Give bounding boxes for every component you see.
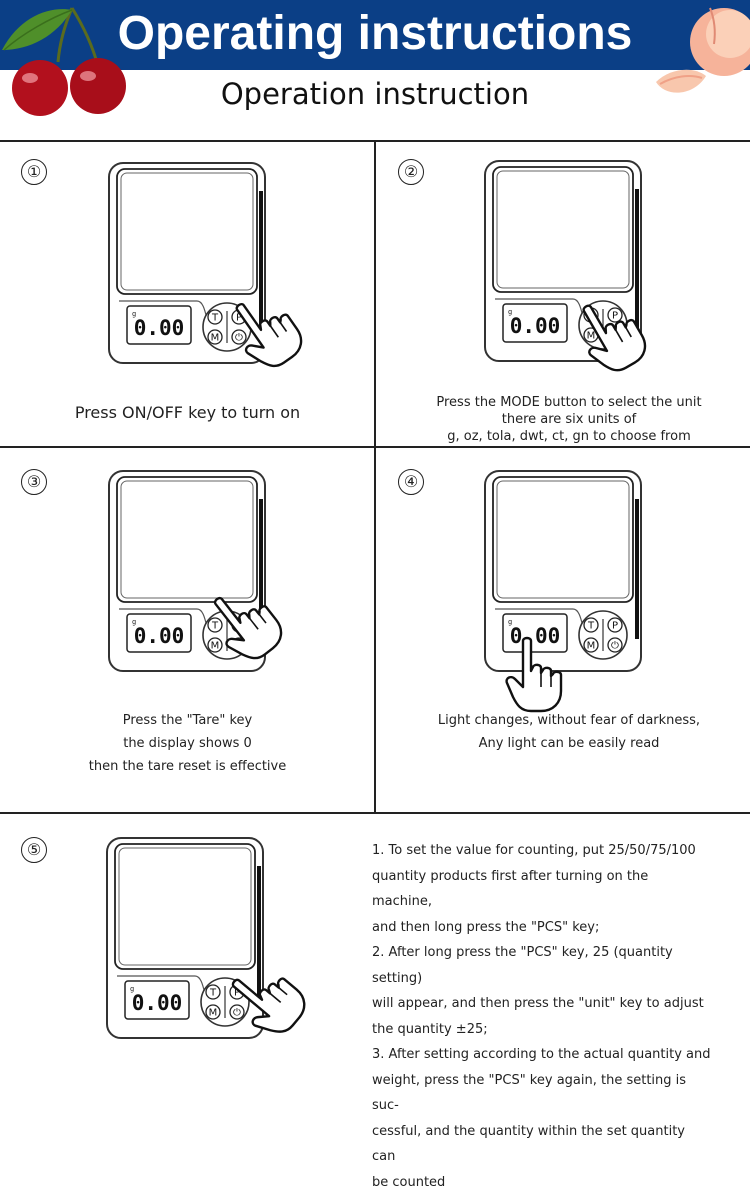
step-4-caption	[400, 709, 738, 755]
scale-diagram-4	[483, 469, 643, 704]
caption-line: Any light can be easily read	[400, 732, 738, 755]
lcd-unit: g	[130, 985, 134, 993]
scale-diagram-5	[105, 836, 305, 1036]
caption-line: there are six units of	[400, 411, 738, 428]
instruction-line: quantity products first after turning on the machine,	[372, 864, 712, 915]
mode-button-label: M	[587, 641, 596, 652]
lcd-unit: g	[132, 618, 136, 626]
instruction-line: the quantity ±25;	[372, 1017, 712, 1043]
step-number-3: ③	[21, 469, 47, 495]
lcd-unit: g	[132, 310, 136, 318]
caption-line: Press ON/OFF key to turn on	[40, 403, 335, 423]
lcd-reading: 0.00	[510, 314, 561, 338]
mode-button-label: M	[211, 641, 220, 652]
pcs-button-label: P	[612, 621, 618, 632]
caption-line: g, oz, tola, dwt, ct, gn to choose from	[400, 428, 738, 445]
scale-diagram-3	[107, 469, 279, 669]
lcd-reading: 0.00	[134, 624, 185, 648]
caption-line: the display shows 0	[40, 732, 335, 755]
step-number-4: ④	[398, 469, 424, 495]
mode-button-label: M	[211, 333, 220, 344]
scale-diagram-1	[107, 161, 297, 386]
grid-divider-vertical	[374, 140, 376, 814]
instruction-line: weight, press the "PCS" key again, the setting is suc-	[372, 1068, 712, 1119]
instruction-line: be counted	[372, 1170, 712, 1195]
pcs-button-label: P	[234, 988, 240, 999]
step-number-5: ⑤	[21, 837, 47, 863]
pcs-button-label: P	[236, 313, 242, 324]
caption-line: Press the MODE button to select the unit	[400, 394, 738, 411]
page-title: Operating instructions	[0, 0, 750, 68]
step-3-caption	[40, 709, 335, 778]
page-subtitle: Operation instruction	[0, 74, 750, 114]
scale-diagram-2	[483, 159, 643, 384]
lcd-unit: g	[508, 308, 512, 316]
weighing-platform	[493, 477, 633, 602]
tare-button-label: T	[211, 621, 219, 632]
step-2-caption	[400, 394, 738, 445]
power-button-label: ⏻	[611, 641, 619, 652]
tare-button-label: T	[209, 988, 217, 999]
instruction-line: 1. To set the value for counting, put 25/50/75/100	[372, 838, 712, 864]
weighing-platform	[115, 844, 255, 969]
instruction-line: and then long press the "PCS" key;	[372, 915, 712, 941]
caption-line: Press the "Tare" key	[40, 709, 335, 732]
instruction-line: 2. After long press the "PCS" key, 25 (quantity setting)	[372, 940, 712, 991]
cherry-illustration	[0, 4, 140, 116]
power-button-label: ⏻	[235, 333, 243, 344]
step-1-caption	[40, 403, 335, 423]
pcs-button-label: P	[612, 311, 618, 322]
weighing-platform	[117, 169, 257, 294]
instruction-line: 3. After setting according to the actual quantity and	[372, 1042, 712, 1068]
tare-button-label: T	[587, 621, 595, 632]
step-number-1: ①	[21, 159, 47, 185]
lcd-reading: 0.00	[132, 991, 183, 1015]
lcd-reading: 0.00	[134, 316, 185, 340]
instruction-line: will appear, and then press the "unit" key to adjust	[372, 991, 712, 1017]
power-button-label: ⏻	[233, 1008, 241, 1019]
counting-instructions	[372, 838, 712, 1195]
mode-button-label: M	[209, 1008, 218, 1019]
instruction-line: cessful, and the quantity within the set quantity can	[372, 1119, 712, 1170]
tare-button-label: T	[211, 313, 219, 324]
mode-button-label: M	[587, 331, 596, 342]
weighing-platform	[493, 167, 633, 292]
lcd-unit: g	[508, 618, 512, 626]
weighing-platform	[117, 477, 257, 602]
caption-line: then the tare reset is effective	[40, 755, 335, 778]
step-number-2: ②	[398, 159, 424, 185]
caption-line: Light changes, without fear of darkness,	[400, 709, 738, 732]
lcd-reading: 0.00	[510, 624, 561, 648]
peach-illustration	[650, 4, 750, 100]
